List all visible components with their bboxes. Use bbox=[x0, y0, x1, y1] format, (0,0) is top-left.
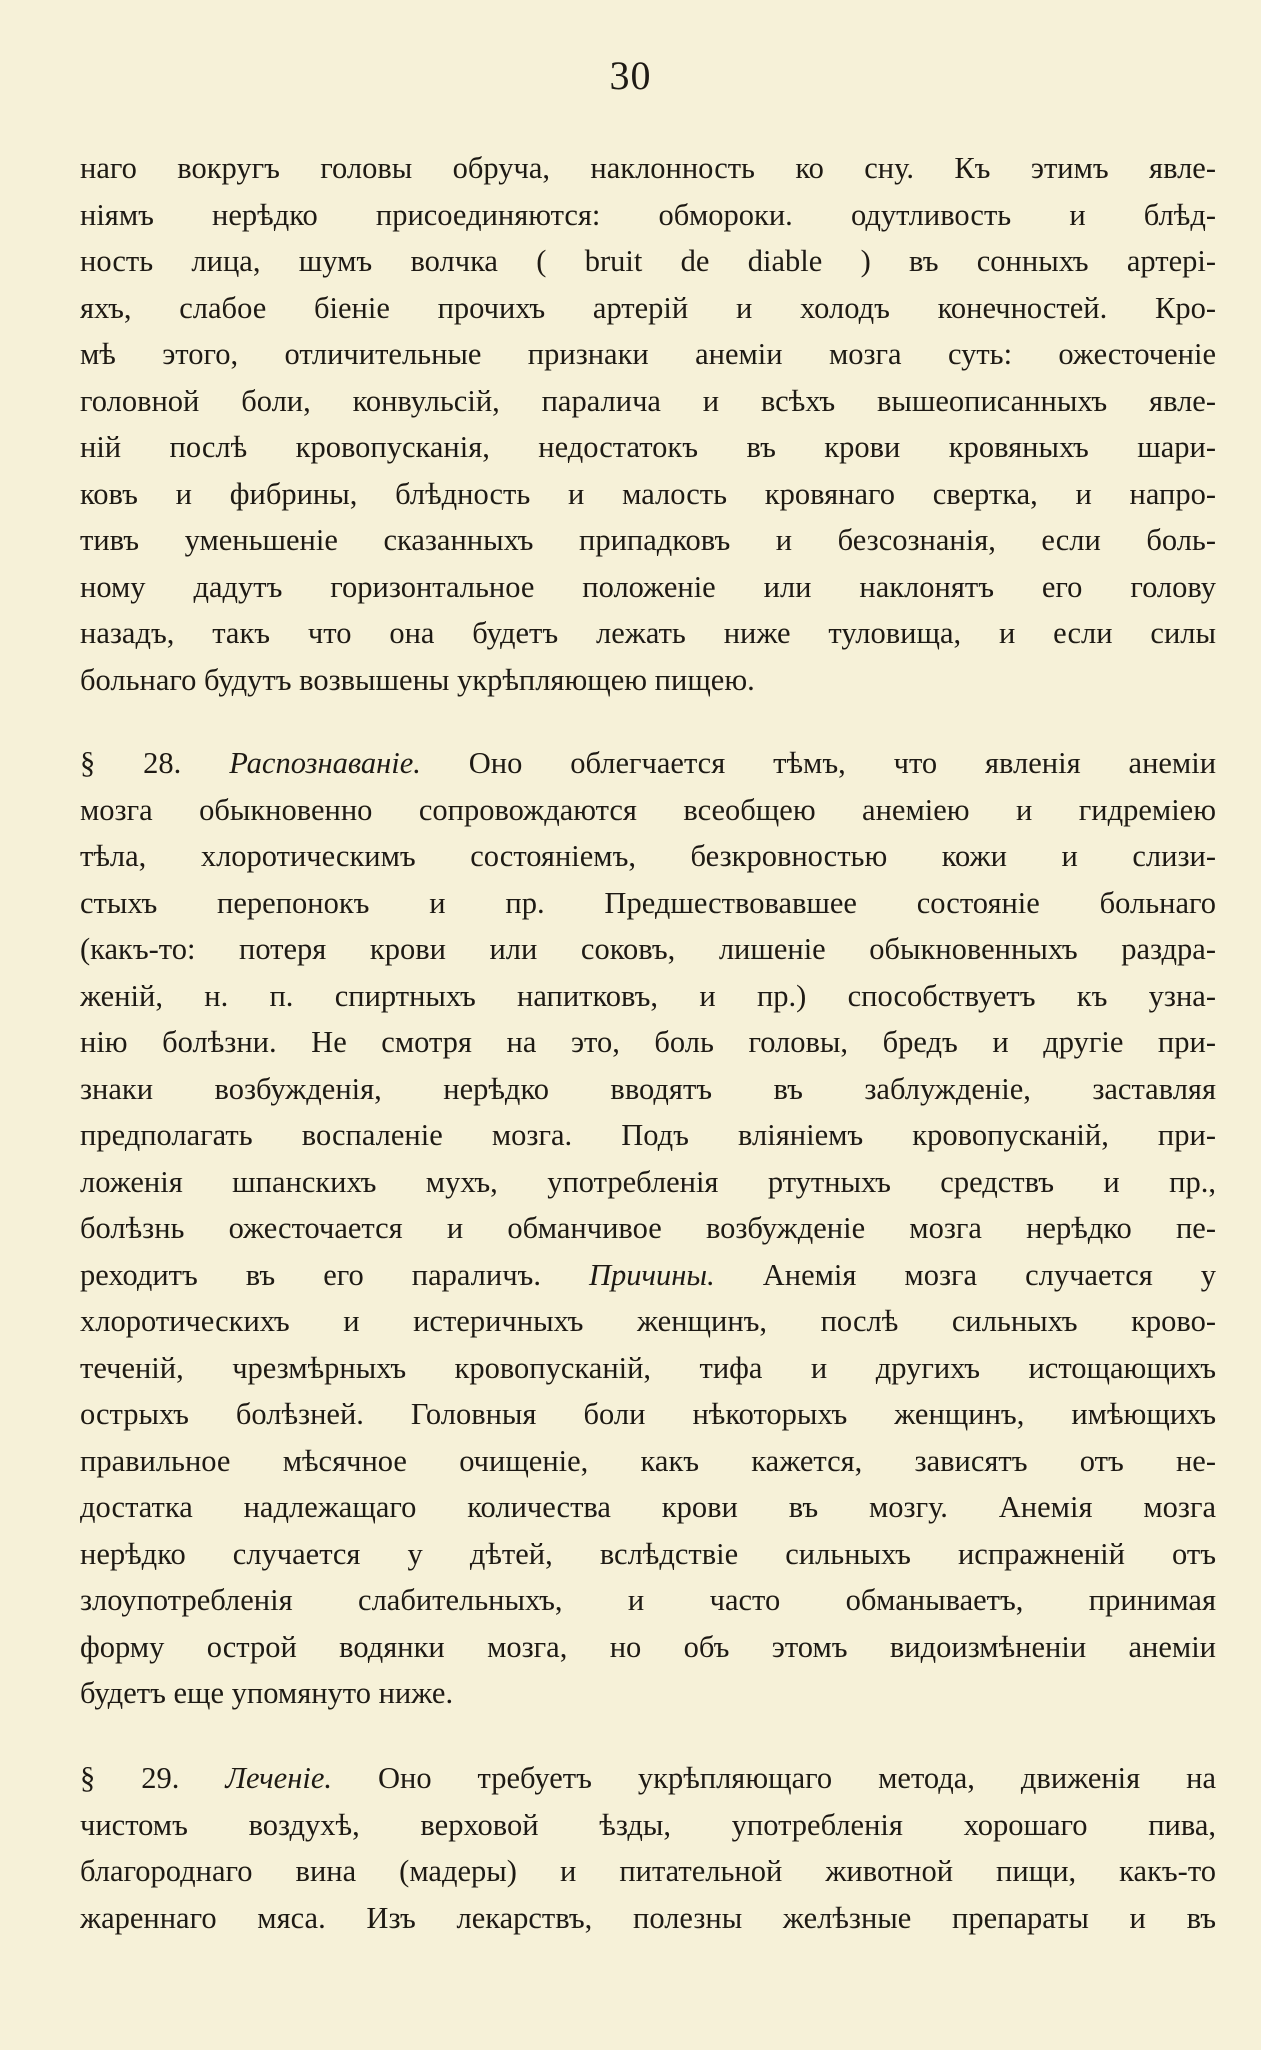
text-line: будетъ еще упомянуто ниже. bbox=[80, 1676, 454, 1710]
text-line: больнаго будутъ возвышены укрѣпляющею пищею. bbox=[80, 662, 755, 697]
text-line: ніямъ нерѣдко присоединяются: обмороки. одутливость и блѣд- bbox=[80, 197, 1216, 232]
text-line: ному дадутъ горизонтальное положеніе или наклонятъ его голову bbox=[80, 569, 1216, 604]
text-line: хлоротическихъ и истеричныхъ женщинъ, послѣ сильныхъ крово- bbox=[80, 1304, 1216, 1338]
text-line: женій, н. п. спиртныхъ напитковъ, и пр.) способствуетъ къ узна- bbox=[80, 978, 1216, 1013]
text-line: правильное мѣсячное очищеніе, какъ кажется, зависятъ отъ не- bbox=[80, 1443, 1216, 1478]
causes-heading: Причины. bbox=[588, 1257, 715, 1292]
text-line: болѣзнь ожесточается и обманчивое возбужденіе мозга нерѣдко пе- bbox=[80, 1211, 1216, 1245]
text-line: форму острой водянки мозга, но объ этомъ видоизмѣненіи анеміи bbox=[80, 1629, 1216, 1664]
text-line: головной боли, конвульсій, паралича и всѣхъ вышеописанныхъ явле- bbox=[80, 383, 1216, 418]
text-line: наго вокругъ головы обруча, наклонность ко сну. Къ этимъ явле- bbox=[80, 151, 1216, 185]
text-line: мѣ этого, отличительные признаки анеміи мозга суть: ожесточеніе bbox=[80, 337, 1216, 371]
text-line: тѣла, хлоротическимъ состояніемъ, безкровностью кожи и слизи- bbox=[80, 839, 1216, 873]
text-line: достатка надлежащаго количества крови въ мозгу. Анемія мозга bbox=[80, 1490, 1216, 1524]
text-line: нію болѣзни. Не смотря на это, боль головы, бредъ и другіе при- bbox=[80, 1025, 1216, 1059]
text-line: нерѣдко случается у дѣтей, вслѣдствіе сильныхъ испражненій отъ bbox=[80, 1536, 1216, 1571]
section-number: § 28. bbox=[80, 746, 182, 780]
text-line: жареннаго мяса. Изъ лекарствъ, полезны желѣзные препараты и въ bbox=[80, 1900, 1216, 1935]
section-heading: Распознаваніе. bbox=[229, 746, 421, 780]
text-fragment: Анемія мозга случается у bbox=[762, 1257, 1216, 1292]
text-line: яхъ, слабое біеніе прочихъ артерій и холодъ конечностей. Кро- bbox=[80, 290, 1216, 325]
text-line: злоупотребленія слабительныхъ, и часто обманываетъ, принимая bbox=[80, 1583, 1216, 1617]
text-line: ложенія шпанскихъ мухъ, употребленія ртутныхъ средствъ и пр., bbox=[80, 1164, 1216, 1199]
text-line: благороднаго вина (мадеры) и питательной животной пищи, какъ-то bbox=[80, 1854, 1216, 1888]
causes-line bbox=[80, 1252, 1216, 1299]
section-heading: Леченіе. bbox=[225, 1761, 332, 1795]
text-fragment: Оно требуетъ укрѣпляющаго метода, движенія на bbox=[377, 1761, 1216, 1795]
text-line: теченій, чрезмѣрныхъ кровопусканій, тифа и другихъ истощающихъ bbox=[80, 1350, 1216, 1385]
text-line: ковъ и фибрины, блѣдность и малость кровянаго свертка, и напро- bbox=[80, 476, 1216, 511]
text-line: предполагать воспаленіе мозга. Подъ вліяніемъ кровопусканій, при- bbox=[80, 1118, 1216, 1152]
section-first-line bbox=[80, 1755, 1216, 1802]
page-number: 30 bbox=[609, 53, 652, 98]
section-first-line bbox=[80, 740, 1216, 787]
paragraph-symptoms bbox=[80, 145, 1216, 703]
text-line: ность лица, шумъ волчка ( bruit de diable ) въ сонныхъ артері- bbox=[80, 244, 1216, 278]
text-line: знаки возбужденія, нерѣдко вводятъ въ заблужденіе, заставляя bbox=[80, 1071, 1216, 1106]
text-line: чистомъ воздухѣ, верховой ѣзды, употребленія хорошаго пива, bbox=[80, 1807, 1216, 1842]
section-number: § 29. bbox=[80, 1761, 180, 1795]
text-line: мозга обыкновенно сопровождаются всеобщею анеміею и гидреміею bbox=[80, 792, 1216, 827]
text-line: (какъ-то: потеря крови или соковъ, лишеніе обыкновенныхъ раздра- bbox=[80, 932, 1216, 966]
text-line: тивъ уменьшеніе сказанныхъ припадковъ и безсознанія, если боль- bbox=[80, 523, 1216, 557]
text-line: назадъ, такъ что она будетъ лежать ниже туловища, и если силы bbox=[80, 616, 1216, 650]
text-fragment: реходитъ въ его параличъ. bbox=[80, 1257, 541, 1292]
text-line: ній послѣ кровопусканія, недостатокъ въ крови кровяныхъ шари- bbox=[80, 430, 1216, 464]
text-fragment: Оно облегчается тѣмъ, что явленія анеміи bbox=[468, 746, 1216, 780]
text-line: острыхъ болѣзней. Головныя боли нѣкоторыхъ женщинъ, имѣющихъ bbox=[80, 1397, 1216, 1431]
paragraph-diagnosis bbox=[80, 740, 1216, 1717]
paragraph-treatment bbox=[80, 1755, 1216, 1941]
text-line: стыхъ перепонокъ и пр. Предшествовавшее состояніе больнаго bbox=[80, 885, 1216, 920]
